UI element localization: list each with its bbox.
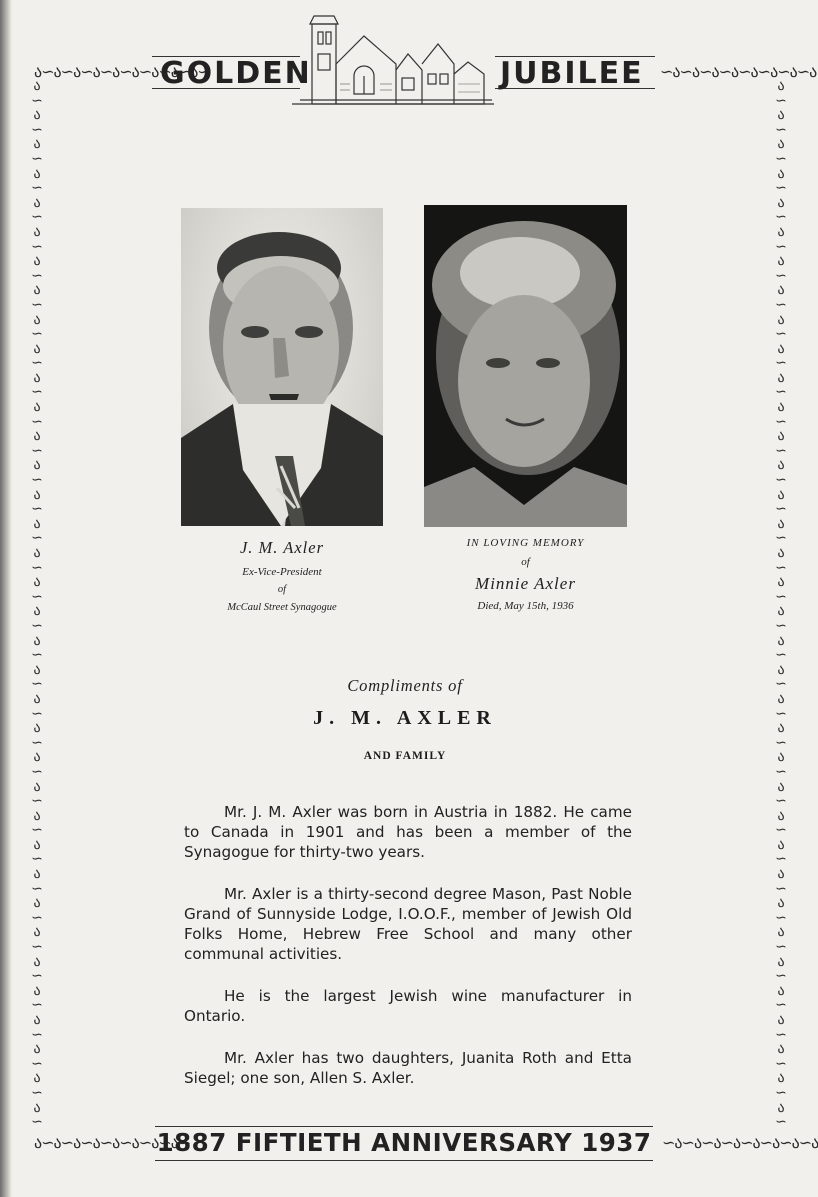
paragraph: Mr. Axler has two daughters, Juanita Roth and Etta Siegel; one son, Allen S. Axler. [184,1049,632,1087]
border-scroll-bottom-left: ა∽ა∽ა∽ა∽ა∽ა∽ა∽ა∽ [34,1135,191,1152]
biography-text [184,802,632,1110]
compliments-name: J. M. AXLER [313,707,497,729]
paragraph: Mr. J. M. Axler was born in Austria in 1882. He came to Canada in 1901 and has been a member of the Synagogue for thirty-two years. [184,803,632,861]
portrait-jm-axler [181,208,383,526]
footer-rule-top [155,1126,653,1127]
header-golden: GOLDEN [160,56,312,91]
caption-woman-name: Minnie Axler [475,574,576,593]
paragraph: Mr. Axler is a thirty-second degree Mason, Past Noble Grand of Sunnyside Lodge, I.O.O.F., member of Jewish Old Folks Home, Hebrew Free School and many other communal activities. [184,885,632,963]
compliments-family: AND FAMILY [363,750,447,762]
caption-woman-died: Died, May 15th, 1936 [477,600,574,612]
caption-memorial: IN LOVING MEMORY [466,537,585,549]
synagogue-illustration [292,14,494,108]
border-scroll-top-left: ა∽ა∽ა∽ა∽ა∽ა∽ა∽ა∽ა∽ [34,64,210,81]
caption-man-name: J. M. Axler [239,538,324,557]
caption-man-of: of [277,584,287,595]
portrait-minnie-axler [424,205,627,527]
footer-anniversary: 1887 FIFTIETH ANNIVERSARY 1937 [156,1128,652,1157]
page-binding-shadow [0,0,12,1197]
border-scroll-top-right: ∽ა∽ა∽ა∽ა∽ა∽ა∽ა∽ა [660,64,817,81]
caption-man-title: Ex-Vice-President [242,566,322,578]
border-scroll-bottom-right: ∽ა∽ა∽ა∽ა∽ა∽ა∽ა∽ა [662,1135,818,1152]
compliments-line: Compliments of [347,676,463,695]
header-jubilee: JUBILEE [500,56,644,91]
caption-man-org: McCaul Street Synagogue [227,602,337,613]
footer-rule-bottom [155,1160,653,1161]
border-scroll-left: ა ∽ ა ∽ ა ∽ ა ∽ ა ∽ ა ∽ ა ∽ ა ∽ ა ∽ ა ∽ ა ∽ ა ∽ ა ∽ ა ∽ ა ∽ ა ∽ ა ∽ ა ∽ ა ∽ ა ∽ ა ∽ ა ∽ ა ∽ ა ∽ ა ∽ ა ∽ ა ∽ ა ∽ ა ∽ ა ∽ ა ∽ ა ∽ ა ∽ ა ∽ ა ∽ ა ∽ [31,79,43,1131]
caption-woman-of: of [521,556,530,568]
border-scroll-right: ა ∽ ა ∽ ა ∽ ა ∽ ა ∽ ა ∽ ა ∽ ა ∽ ა ∽ ა ∽ ა ∽ ა ∽ ა ∽ ა ∽ ა ∽ ა ∽ ა ∽ ა ∽ ა ∽ ა ∽ ა ∽ ა ∽ ა ∽ ა ∽ ა ∽ ა ∽ ა ∽ ა ∽ ა ∽ ა ∽ ა ∽ ა ∽ ა ∽ ა ∽ ა ∽ ა ∽ [775,79,787,1131]
paragraph: He is the largest Jewish wine manufacturer in Ontario. [184,987,632,1025]
